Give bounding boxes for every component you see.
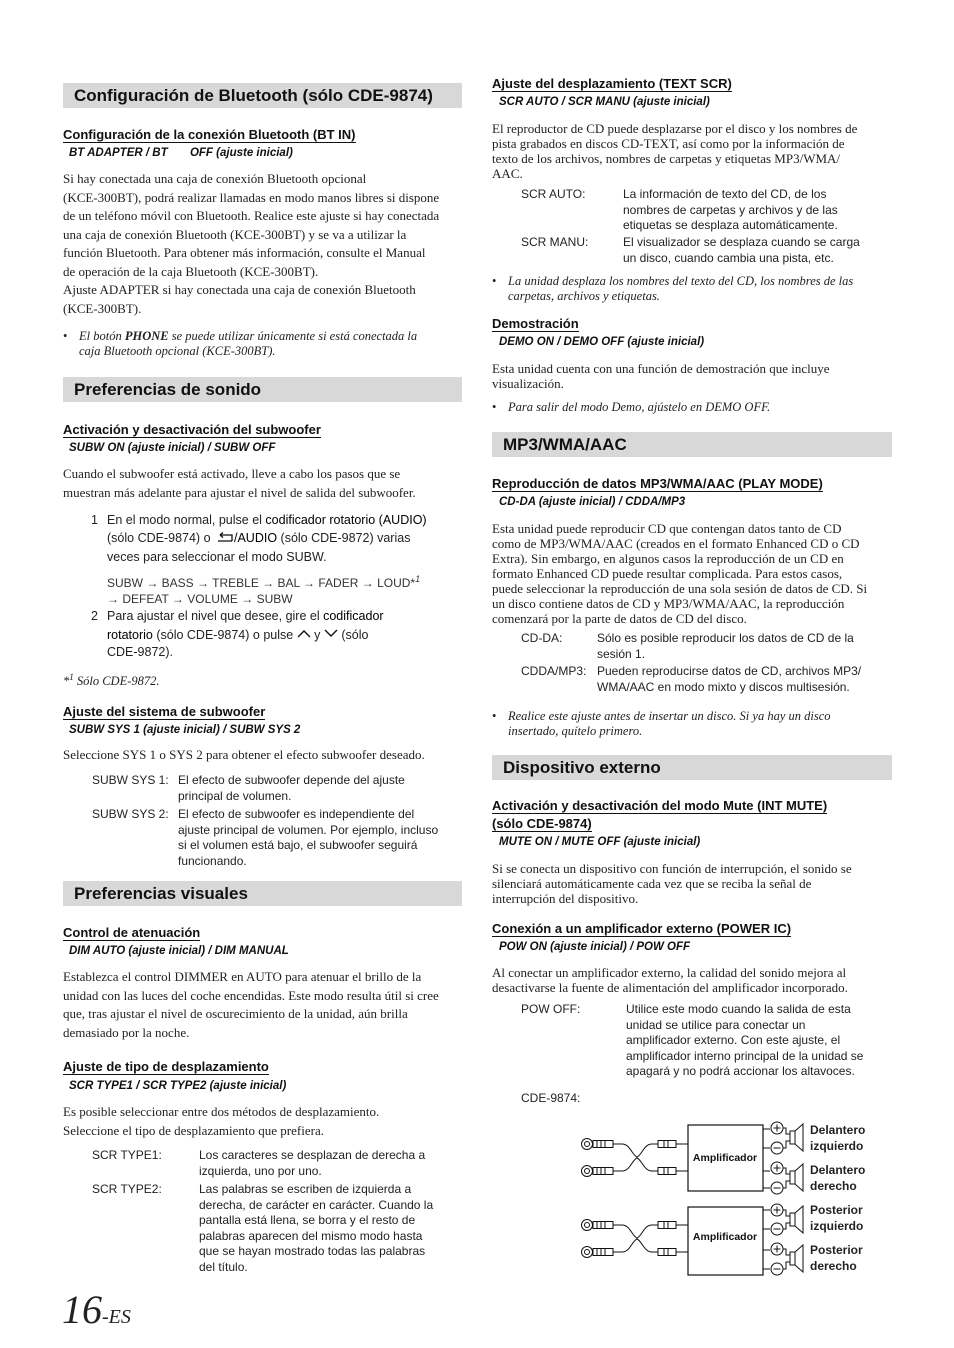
text-line: Cuando el subwoofer está activado, lleve a cabo los pasos que se (63, 466, 401, 481)
speaker-icon (790, 1245, 803, 1272)
section-title-bluetooth: Configuración de Bluetooth (sólo CDE-9874) (63, 83, 462, 108)
step-1 (91, 512, 467, 567)
speaker-label-line: Delantero (810, 1163, 866, 1177)
text-line: interrupción del dispositivo. (492, 891, 639, 906)
speaker-label-front-right (810, 1162, 865, 1194)
definition-key: CDDA/MP3: (521, 664, 587, 678)
definition-line: La información de texto del CD, de los (623, 187, 827, 201)
mode-sequence (107, 571, 467, 607)
options-subw-sys: SUBW SYS 1 (ajuste inicial) / SUBW SYS 2 (69, 724, 301, 736)
text-line: un disco contiene datos de CD y MP3/WMA/AAC, la reproducción (492, 596, 845, 611)
definition-key: SCR TYPE1: (92, 1148, 162, 1162)
bullet: • (492, 709, 497, 723)
footnote-text: Sólo CDE-9872. (73, 674, 160, 689)
def-scr-auto (521, 187, 896, 234)
step-number: 1 (91, 513, 98, 527)
page-number (62, 1288, 131, 1339)
subsection-title-int-mute-2: (sólo CDE-9874) (492, 816, 592, 831)
text-line: de operación de la caja Bluetooth (KCE-300BT). (63, 263, 319, 279)
text-line: Si hay conectada una caja de conexión Bluetooth opcional (63, 171, 367, 186)
subsection-title-subw-sys: Ajuste del sistema de subwoofer (63, 704, 266, 719)
plus-terminal-icon (771, 1204, 783, 1216)
definition-line: WMA/AAC en modo mixto y discos multisesión. (597, 679, 850, 694)
footnote-mark: * (63, 674, 70, 689)
text-line: como de MP3/WMA/AAC (creados en el formato Enhanced CD o CD (492, 536, 860, 551)
options-power-ic: POW ON (ajuste inicial) / POW OFF (499, 941, 691, 953)
definition-line: Las palabras se escriben de izquierda a (199, 1182, 412, 1196)
speaker-label-rear-right (810, 1242, 863, 1274)
step-number: 2 (91, 609, 98, 623)
speaker-icon (790, 1124, 803, 1151)
definition-line: etiquetas se desplaza automáticamente. (623, 218, 838, 232)
text-line: visualización. (492, 376, 564, 391)
amplifier-label: Amplificador (692, 1152, 758, 1164)
text-line: Es posible seleccionar entre dos métodos de desplazamiento. (63, 1104, 380, 1119)
minus-terminal-icon (771, 1263, 783, 1275)
text-line: que, tras ajustar el nivel de oscurecimiento de la unidad, aún brilla (63, 1006, 408, 1021)
plus-terminal-icon (771, 1122, 783, 1134)
definition-line: derecha, de carácter en carácter. Cuando la (199, 1197, 434, 1212)
sequence-text: SUBW → BASS → TREBLE → BAL → FADER → LOUD* (107, 576, 416, 590)
rca-plug-icon (658, 1222, 688, 1229)
definition-line: unidad se utilice para conectar un (626, 1017, 806, 1032)
speaker-label-rear-left (810, 1202, 863, 1234)
speaker-label-line: Delantero (810, 1123, 866, 1137)
text-line: Si se conecta un dispositivo con función de interrupción, el sonido se (492, 861, 852, 876)
text-line: Establezca el control DIMMER en AUTO para atenuar el brillo de la (63, 969, 422, 984)
text-line: desactivarse la fuente de alimentación del amplificador incorporado. (492, 980, 848, 995)
footnote-ref: 1 (415, 574, 421, 584)
page-number-digits: 16 (62, 1287, 102, 1332)
definition-line: Utilice este modo cuando la salida de esta (626, 1002, 851, 1016)
rca-plug-icon (658, 1141, 688, 1148)
step-text: y (310, 627, 324, 642)
step-2 (91, 608, 467, 662)
phone-button-label: PHONE (124, 329, 169, 343)
definition-line: principal de volumen. (178, 788, 292, 803)
definition-line: Sólo es posible reproducir los datos de CD de la (597, 631, 854, 645)
definition-line: nombres de carpetas y archivos y de las (623, 202, 838, 217)
subsection-title-subwoofer: Activación y desactivación del subwoofer (63, 422, 321, 437)
text-line: El reproductor de CD puede desplazarse por el disco y los nombres de (492, 121, 858, 136)
text-line: (KCE-300BT). (63, 300, 142, 316)
plus-terminal-icon (771, 1243, 783, 1255)
definition-line: si el volumen está bajo, el subwoofer seguirá (178, 838, 418, 852)
body-dim (63, 968, 463, 1042)
body-text-scr (492, 121, 892, 181)
definition-key: SUBW SYS 2: (92, 807, 169, 821)
note-phone (63, 329, 463, 359)
subsection-title-text-scr: Ajuste del desplazamiento (TEXT SCR) (492, 76, 732, 91)
body-play-mode (492, 521, 892, 626)
def-scr-type1 (92, 1148, 467, 1179)
text-line: una caja de conexión Bluetooth (KCE-300BT) y se va a utilizar la (63, 226, 407, 242)
footnote-number: 1 (69, 672, 74, 682)
text-line: texto de los archivos, nombres de carpetas y etiquetas MP3/WMA/ (492, 151, 841, 166)
minus-terminal-icon (771, 1223, 783, 1235)
options-text-scr: SCR AUTO / SCR MANU (ajuste inicial) (499, 96, 710, 108)
bullet: • (492, 400, 497, 414)
definition-key: SCR AUTO: (521, 187, 586, 201)
options-bt-in: BT ADAPTER / BT OFF (ajuste inicial) (69, 147, 293, 159)
rca-plug-icon (582, 1220, 614, 1231)
model-label: CDE-9874: (521, 1091, 581, 1105)
definition-line: El efecto de subwoofer es independiente del (178, 807, 415, 821)
options-dim: DIM AUTO (ajuste inicial) / DIM MANUAL (69, 945, 289, 957)
step-text: (sólo CDE-9872) varias (277, 530, 411, 545)
definition-line: apagará y no podrá accionar los altavoces. (626, 1064, 855, 1078)
definition-key: SUBW SYS 1: (92, 773, 169, 787)
definition-line: que se hayan mostrado todas las palabras (199, 1244, 426, 1258)
text-line: silenciará automáticamente cada vez que se reciba la señal de (492, 876, 812, 891)
body-bt-in (63, 170, 463, 318)
audio-button-label: /AUDIO (234, 530, 278, 545)
def-scr-type2 (92, 1182, 467, 1275)
definition-line: amplificador interno principal de la unidad se (626, 1048, 864, 1063)
text-line: unidad con las luces del coche encendidas. Este modo resulta útil si cree (63, 987, 439, 1003)
text-line: Al conectar un amplificador externo, la calidad del sonido mejora al (492, 965, 847, 980)
rotary-encoder-label: codificador rotatorio (AUDIO) (265, 513, 427, 527)
definition-line: Los caracteres se desplazan de derecha a (199, 1148, 426, 1162)
note-text: insertado, quítelo primero. (508, 724, 643, 738)
speaker-label-line: izquierdo (810, 1219, 864, 1233)
note-play-mode (492, 709, 892, 739)
options-int-mute: MUTE ON / MUTE OFF (ajuste inicial) (499, 836, 701, 848)
definition-line: funcionando. (178, 853, 247, 868)
definition-line: sesión 1. (597, 646, 646, 661)
chevron-up-icon (297, 626, 311, 644)
text-line: puede seleccionar la reproducción de una sola sesión de datos de CD. Si (492, 581, 868, 596)
speaker-label-line: derecho (810, 1179, 857, 1193)
section-title-mp3: MP3/WMA/AAC (492, 432, 892, 457)
speaker-label-line: derecho (810, 1259, 857, 1273)
step-text: (sólo (337, 627, 369, 642)
note-text: La unidad desplaza los nombres del texto del CD, los nombres de las (508, 274, 854, 288)
back-arrow-icon (214, 532, 234, 550)
footnote-1 (63, 670, 363, 689)
def-cd-da (521, 631, 896, 662)
minus-terminal-icon (771, 1182, 783, 1194)
speaker-icon (790, 1164, 803, 1191)
step-text: CDE-9872). (107, 645, 173, 659)
definition-line: del título. (199, 1259, 248, 1274)
subsection-title-demo: Demostración (492, 316, 579, 331)
page-number-suffix: -ES (102, 1306, 131, 1328)
note-text: se puede utilizar únicamente si está conectada la (168, 329, 418, 343)
body-subw-sys: Seleccione SYS 1 o SYS 2 para obtener el efecto subwoofer deseado. (63, 747, 425, 762)
body-demo (492, 361, 892, 391)
step-text: Para ajustar el nivel que desee, gire el (107, 609, 324, 623)
sequence-text: → DEFEAT → VOLUME → SUBW (107, 592, 293, 606)
rca-plug-icon (658, 1168, 688, 1175)
amplifier-label: Amplificador (692, 1231, 758, 1243)
def-cdda-mp3 (521, 664, 896, 695)
text-line: muestran más adelante para ajustar el nivel de salida del subwoofer. (63, 484, 416, 500)
note-text: Para salir del modo Demo, ajústelo en DEMO OFF. (508, 400, 771, 414)
note-text: El botón (79, 329, 125, 343)
subsection-title-bt-in: Configuración de la conexión Bluetooth (BT IN) (63, 127, 356, 142)
definition-key: SCR MANU: (521, 235, 589, 249)
definition-line: ajuste principal de volumen. Por ejemplo, incluso (178, 822, 439, 837)
text-line: Ajuste ADAPTER si hay conectada una caja de conexión Bluetooth (63, 282, 416, 297)
section-title-visual: Preferencias visuales (63, 881, 462, 906)
subsection-title-power-ic: Conexión a un amplificador externo (POWER IC) (492, 921, 792, 936)
amplifier-wiring-diagram (570, 1115, 810, 1285)
body-power-ic (492, 965, 892, 995)
note-text: carpetas, archivos y etiquetas. (508, 289, 660, 303)
chevron-down-icon (324, 626, 338, 644)
speaker-label-front-left (810, 1122, 865, 1154)
definition-line: El visualizador se desplaza cuando se carga (623, 235, 860, 249)
rca-plug-icon (582, 1139, 614, 1150)
definition-line: pantalla está llena, se borra y el resto de (199, 1213, 416, 1227)
text-line: pista grabados en discos CD-TEXT, así como por la información de (492, 136, 845, 151)
definition-line: amplificador externo. Con este ajuste, el (626, 1033, 841, 1047)
speaker-icon (790, 1206, 803, 1233)
speaker-label-line: Posterior (810, 1203, 863, 1217)
definition-line: un disco, cuando cambia una pista, etc. (623, 250, 834, 265)
text-line: demasiado por la noche. (63, 1024, 190, 1040)
note-demo (492, 400, 892, 415)
options-play-mode: CD-DA (ajuste inicial) / CDDA/MP3 (499, 496, 686, 508)
step-text: (sólo CDE-9874) o (107, 530, 214, 545)
rotary-encoder-label: rotatorio (107, 627, 153, 642)
step-text: veces para seleccionar el modo SUBW. (107, 550, 327, 564)
definition-line: palabras aparecen del mismo modo hasta (199, 1228, 423, 1243)
def-pow-off (521, 1002, 896, 1080)
text-line: comenzará por la parte de datos de CD del disco. (492, 611, 747, 626)
text-line: formato Enhanced CD puede resultar complicada. Para estos casos, (492, 566, 843, 581)
def-scr-manu (521, 235, 896, 266)
rca-plug-icon (658, 1249, 688, 1256)
note-text-scr (492, 274, 892, 304)
text-line: de un teléfono móvil con Bluetooth. Realice este ajuste si hay conectada (63, 208, 440, 223)
definition-line: El efecto de subwoofer depende del ajuste (178, 773, 405, 787)
subsection-title-scr-type: Ajuste de tipo de desplazamiento (63, 1059, 269, 1074)
definition-key: POW OFF: (521, 1002, 581, 1016)
def-subw-sys-1 (92, 773, 467, 804)
definition-key: CD-DA: (521, 631, 563, 645)
subsection-title-play-mode: Reproducción de datos MP3/WMA/AAC (PLAY MODE) (492, 476, 823, 491)
body-scr-type (63, 1103, 463, 1140)
bullet: • (63, 329, 68, 343)
options-subwoofer: SUBW ON (ajuste inicial) / SUBW OFF (69, 442, 276, 454)
speaker-label-line: Posterior (810, 1243, 863, 1257)
definition-line: izquierda, uno por uno. (199, 1163, 322, 1178)
body-subwoofer (63, 465, 463, 502)
text-line: Extra). Sin embargo, en algunos casos la reproducción de un CD en (492, 551, 844, 566)
text-line: función Bluetooth. Para obtener más información, consulte el Manual (63, 245, 426, 260)
step-text: (sólo CDE-9874) o pulse (152, 627, 297, 642)
definition-key: SCR TYPE2: (92, 1182, 162, 1196)
subsection-title-int-mute: Activación y desactivación del modo Mute (INT MUTE) (492, 798, 828, 813)
options-scr-type: SCR TYPE1 / SCR TYPE2 (ajuste inicial) (69, 1080, 287, 1092)
text-line: AAC. (492, 166, 523, 181)
rotary-encoder-label: codificador (323, 609, 384, 623)
text-line: Seleccione el tipo de desplazamiento que prefiera. (63, 1122, 324, 1138)
plus-terminal-icon (771, 1162, 783, 1174)
note-text: Realice este ajuste antes de insertar un disco. Si ya hay un disco (508, 709, 831, 723)
options-demo: DEMO ON / DEMO OFF (ajuste inicial) (499, 336, 705, 348)
body-int-mute (492, 861, 892, 906)
def-subw-sys-2 (92, 807, 467, 869)
bullet: • (492, 274, 497, 288)
note-text: caja Bluetooth opcional (KCE-300BT). (79, 344, 276, 358)
speaker-label-line: izquierdo (810, 1139, 864, 1153)
definition-line: Pueden reproducirse datos de CD, archivos MP3/ (597, 664, 862, 678)
text-line: Esta unidad puede reproducir CD que contengan datos tanto de CD (492, 521, 842, 536)
text-line: (KCE-300BT), podrá realizar llamadas en modo manos libres si dispone (63, 189, 440, 205)
step-text: En el modo normal, pulse el (107, 513, 266, 527)
rca-plug-icon (582, 1166, 614, 1177)
text-line: Esta unidad cuenta con una función de demostración que incluye (492, 361, 830, 376)
section-title-sound: Preferencias de sonido (63, 377, 462, 402)
rca-plug-icon (582, 1247, 614, 1258)
subsection-title-dim: Control de atenuación (63, 925, 201, 940)
minus-terminal-icon (771, 1142, 783, 1154)
section-title-external: Dispositivo externo (492, 755, 892, 780)
